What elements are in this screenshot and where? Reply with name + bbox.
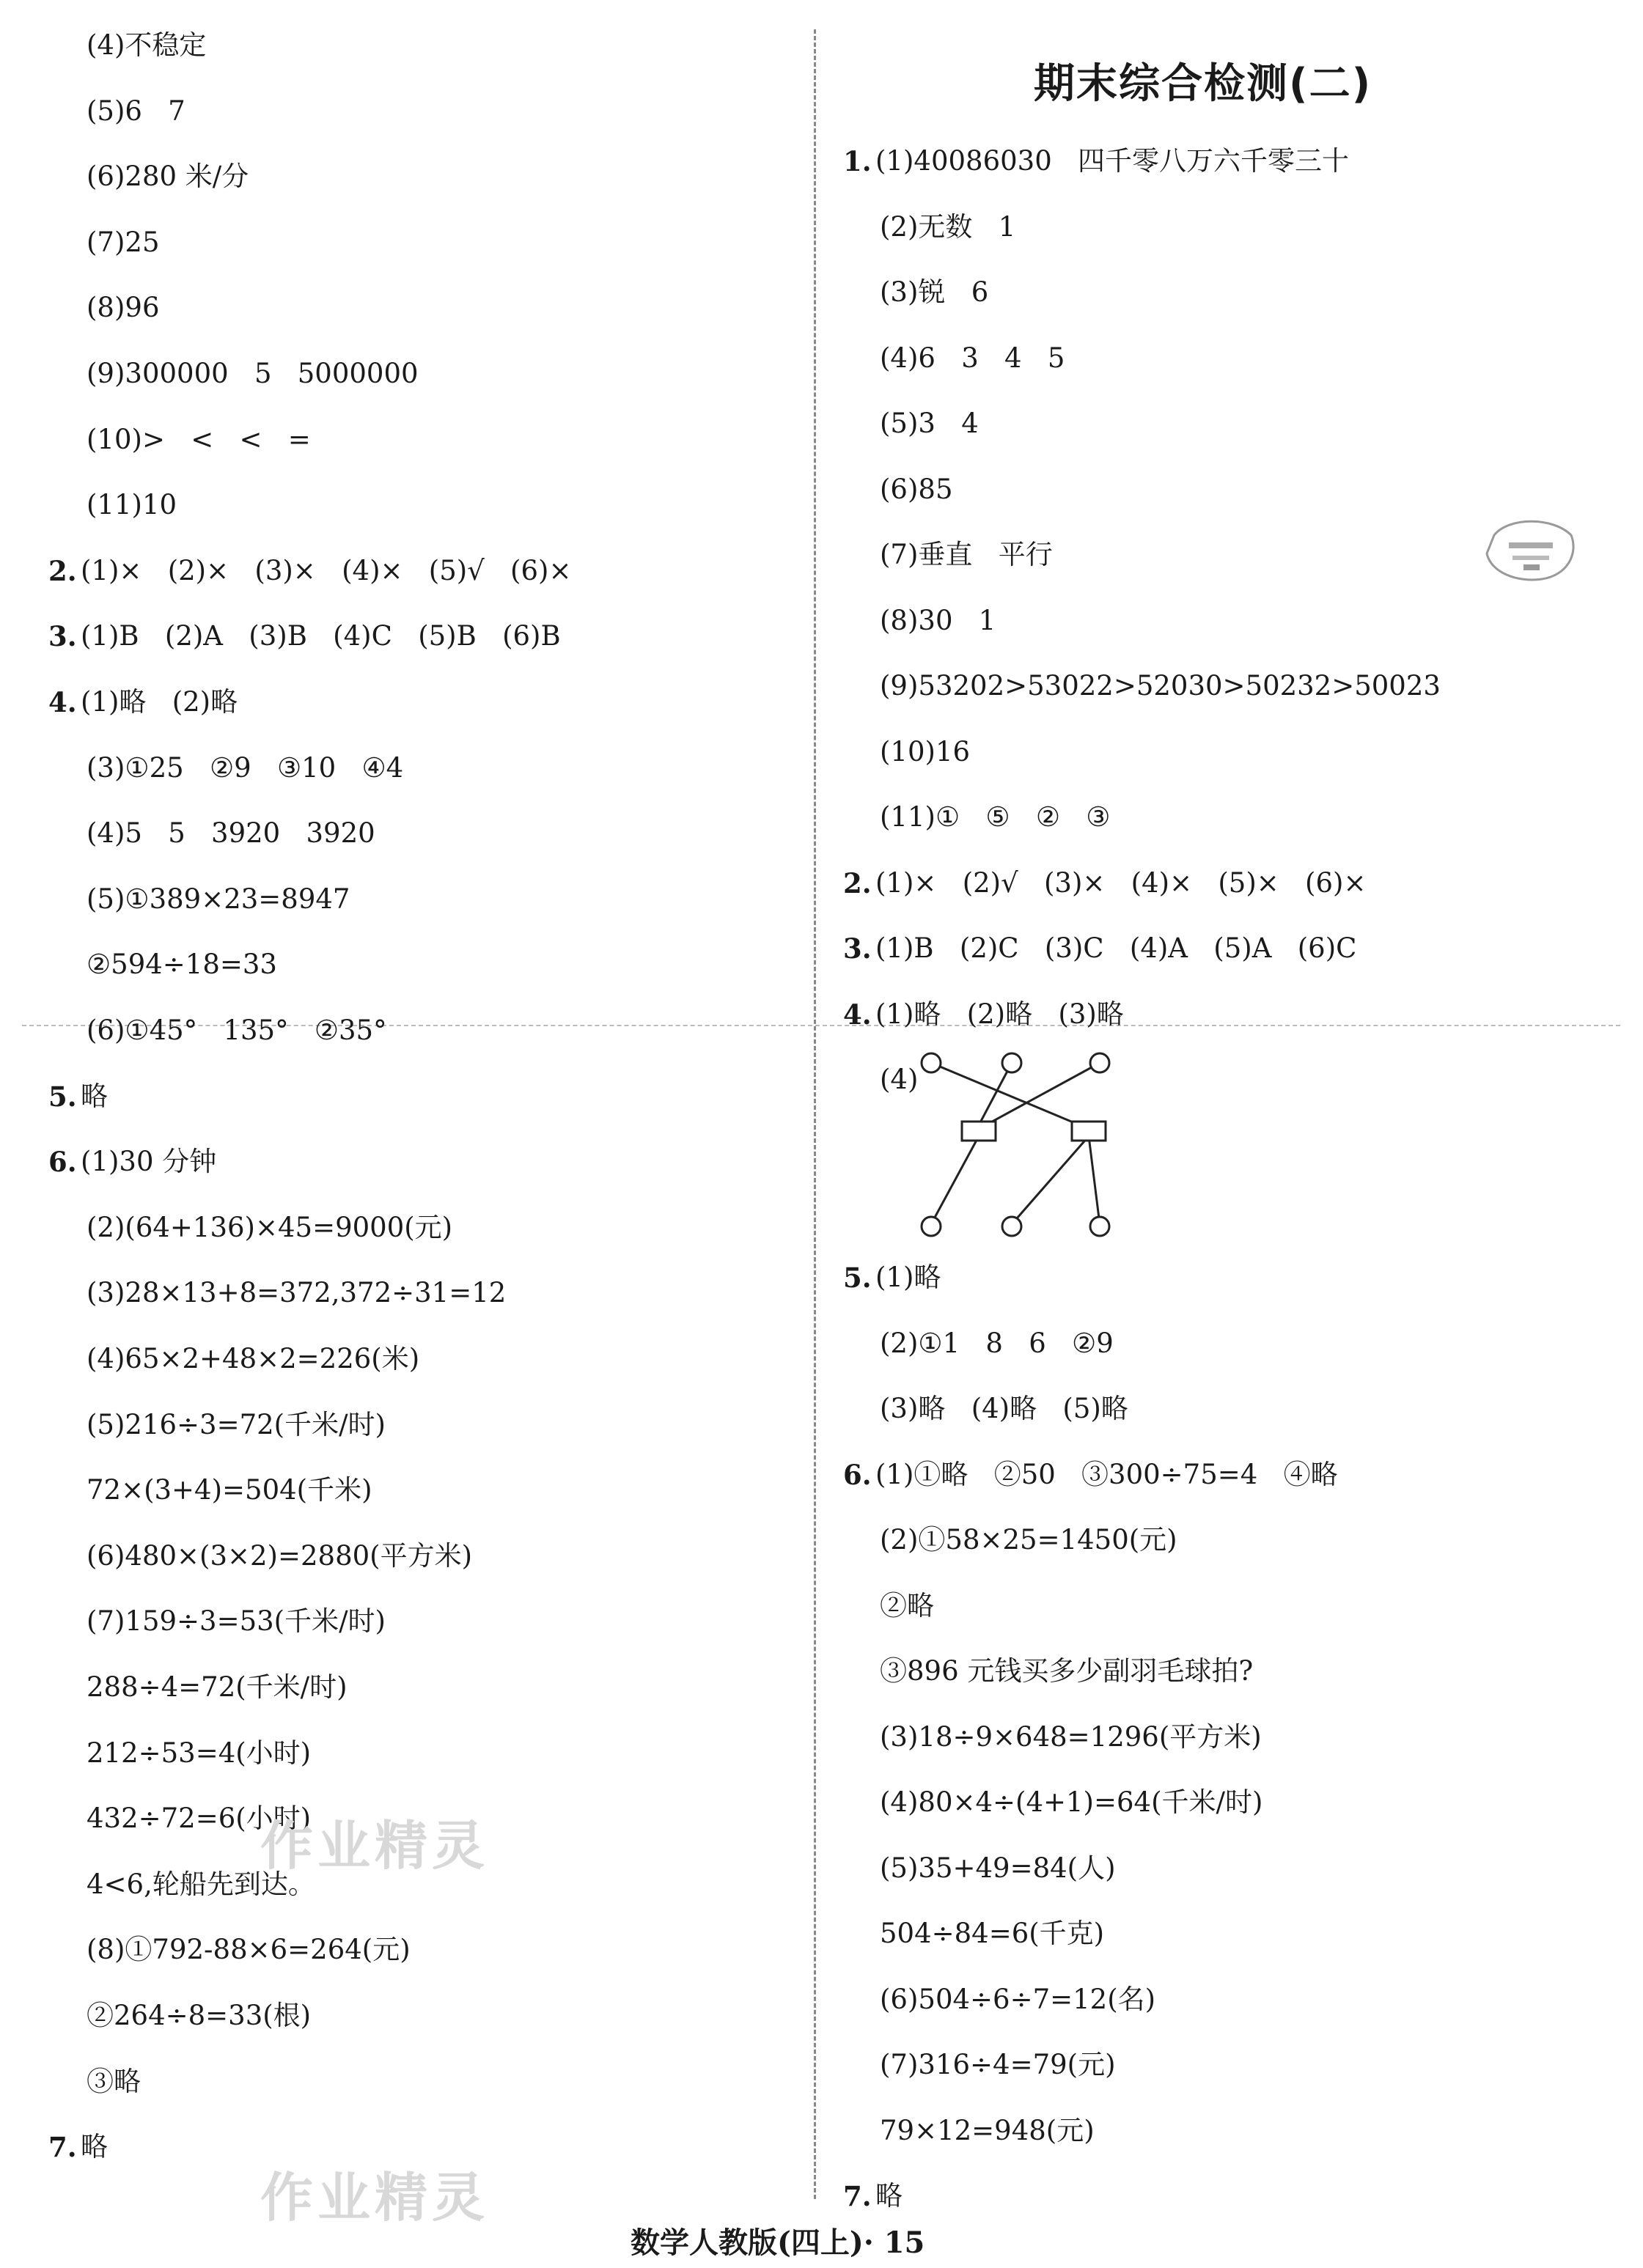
answer-line: (8)①792-88×6=264(元) xyxy=(87,1934,411,1966)
answer-line: (6)①45° 135° ②35° xyxy=(87,1015,387,1046)
answer-line: (1)B (2)A (3)B (4)C (5)B (6)B xyxy=(81,620,561,652)
answer-line: (3)锐 6 xyxy=(880,276,989,308)
question-number: 6. xyxy=(48,1146,77,1179)
answer-line: (1)B (2)C (3)C (4)A (5)A (6)C xyxy=(875,932,1357,964)
diagram-node xyxy=(922,1053,941,1072)
stamp-logo xyxy=(1480,513,1582,586)
diagram-line xyxy=(1089,1136,1100,1224)
answer-line: (2)(64+136)×45=9000(元) xyxy=(87,1211,453,1243)
answer-line: (2)①58×25=1450(元) xyxy=(880,1524,1177,1555)
question-number: 3. xyxy=(843,932,872,965)
answer-line: (1)40086030 四千零八万六千零三十 xyxy=(875,145,1350,177)
answer-line: (11)10 xyxy=(87,489,177,521)
answer-line: 79×12=948(元) xyxy=(880,2114,1095,2146)
answer-line: 略 xyxy=(81,2131,108,2163)
watermark: 作业精灵 xyxy=(260,2167,490,2228)
answer-line: (9)53202>53022>52030>50232>50023 xyxy=(880,670,1441,702)
diagram-box xyxy=(1072,1122,1106,1141)
answer-line: (1)略 (2)略 xyxy=(81,686,238,718)
answer-line: 432÷72=6(小时) xyxy=(87,1803,312,1835)
question-number: 3. xyxy=(48,620,77,653)
answer-line: (4)65×2+48×2=226(米) xyxy=(87,1343,420,1374)
answer-line: (6)85 xyxy=(880,473,953,505)
answer-line: (8)96 xyxy=(87,292,160,324)
answer-line: 略 xyxy=(875,2180,903,2212)
answer-line: 略 xyxy=(81,1080,108,1112)
answer-line: (7)159÷3=53(千米/时) xyxy=(87,1605,386,1638)
question-number: 4. xyxy=(48,686,77,718)
answer-line: (3)18÷9×648=1296(平方米) xyxy=(880,1720,1262,1753)
answer-line: (5)①389×23=8947 xyxy=(87,883,350,915)
question-number: 5. xyxy=(843,1262,872,1294)
answer-line: (1)略 (2)略 (3)略 xyxy=(875,998,1124,1030)
answer-line: (3)①25 ②9 ③10 ④4 xyxy=(87,751,404,784)
answer-line: (6)280 米/分 xyxy=(87,161,249,193)
answer-line: (3)略 (4)略 (5)略 xyxy=(880,1393,1128,1424)
diagram-line xyxy=(931,1136,979,1224)
answer-line: (1)略 xyxy=(875,1262,941,1293)
question-number: 2. xyxy=(843,866,872,899)
answer-line: (5)3 4 xyxy=(880,408,979,439)
answer-line: (5)35+49=84(人) xyxy=(880,1852,1116,1884)
answer-line: ②略 xyxy=(880,1589,934,1621)
answer-line: (9)300000 5 5000000 xyxy=(87,358,419,389)
answer-line: (3)28×13+8=372,372÷31=12 xyxy=(87,1277,507,1309)
question-number: 4. xyxy=(843,998,872,1031)
answer-line: (4)5 5 3920 3920 xyxy=(87,817,375,850)
question-number: 6. xyxy=(843,1458,872,1491)
column-divider xyxy=(814,29,816,2199)
answer-line: (4) xyxy=(880,1064,919,1095)
answer-line: 72×(3+4)=504(千米) xyxy=(87,1474,372,1506)
answer-line: (1)30 分钟 xyxy=(81,1146,217,1178)
answer-line: (4)不稳定 xyxy=(87,29,207,61)
answer-line: (7)垂直 平行 xyxy=(880,539,1053,570)
answer-line: 4<6,轮船先到达。 xyxy=(87,1868,315,1900)
section-title: 期末综合检测(二) xyxy=(1034,60,1372,108)
answer-line: (1)× (2)× (3)× (4)× (5)√ (6)× xyxy=(81,554,572,586)
answer-line: 288÷4=72(千米/时) xyxy=(87,1671,348,1703)
answer-line: (5)6 7 xyxy=(87,95,185,127)
answer-line: (10)> < < = xyxy=(87,423,311,455)
question-number: 5. xyxy=(48,1080,77,1113)
answer-line: 212÷53=4(小时) xyxy=(87,1737,312,1769)
answer-line: (5)216÷3=72(千米/时) xyxy=(87,1408,386,1440)
answer-line: (8)30 1 xyxy=(880,604,996,636)
answer-line: (7)25 xyxy=(87,226,160,258)
answer-line: (4)6 3 4 5 xyxy=(880,342,1065,374)
question-number: 1. xyxy=(843,145,872,177)
answer-line: (1)× (2)√ (3)× (4)× (5)× (6)× xyxy=(875,866,1367,899)
answer-line: (10)16 xyxy=(880,735,971,767)
answer-line: (1)①略 ②50 ③300÷75=4 ④略 xyxy=(875,1458,1338,1490)
answer-line: (7)316÷4=79(元) xyxy=(880,2049,1116,2080)
answer-line: ③略 xyxy=(87,2065,141,2097)
diagram-line xyxy=(979,1063,1100,1129)
matching-diagram xyxy=(909,1048,1202,1239)
question-number: 2. xyxy=(48,554,77,587)
diagram-node xyxy=(922,1217,941,1236)
question-number: 7. xyxy=(48,2131,77,2164)
answer-line: (11)① ⑤ ② ③ xyxy=(880,801,1111,833)
answer-line: (2)无数 1 xyxy=(880,210,1016,243)
answer-line: (2)①1 8 6 ②9 xyxy=(880,1327,1114,1359)
answer-line: ②264÷8=33(根) xyxy=(87,2000,312,2031)
page-footer: 数学人教版(四上)· 15 xyxy=(631,2225,925,2260)
watermark: 作业精灵 xyxy=(260,1815,490,1877)
diagram-node xyxy=(1090,1217,1109,1236)
answer-line: (6)504÷6÷7=12(名) xyxy=(880,1983,1156,2015)
answer-line: ③896 元钱买多少副羽毛球拍? xyxy=(880,1655,1254,1687)
answer-line: ②594÷18=33 xyxy=(87,949,277,981)
diagram-line xyxy=(1012,1136,1089,1224)
diagram-node xyxy=(1090,1053,1109,1072)
answer-line: 504÷84=6(千克) xyxy=(880,1918,1105,1949)
diagram-node xyxy=(1002,1217,1021,1236)
question-number: 7. xyxy=(843,2180,872,2212)
answer-line: (4)80×4÷(4+1)=64(千米/时) xyxy=(880,1786,1263,1818)
diagram-box xyxy=(962,1122,996,1141)
diagram-node xyxy=(1002,1053,1021,1072)
answer-line: (6)480×(3×2)=2880(平方米) xyxy=(87,1539,473,1572)
